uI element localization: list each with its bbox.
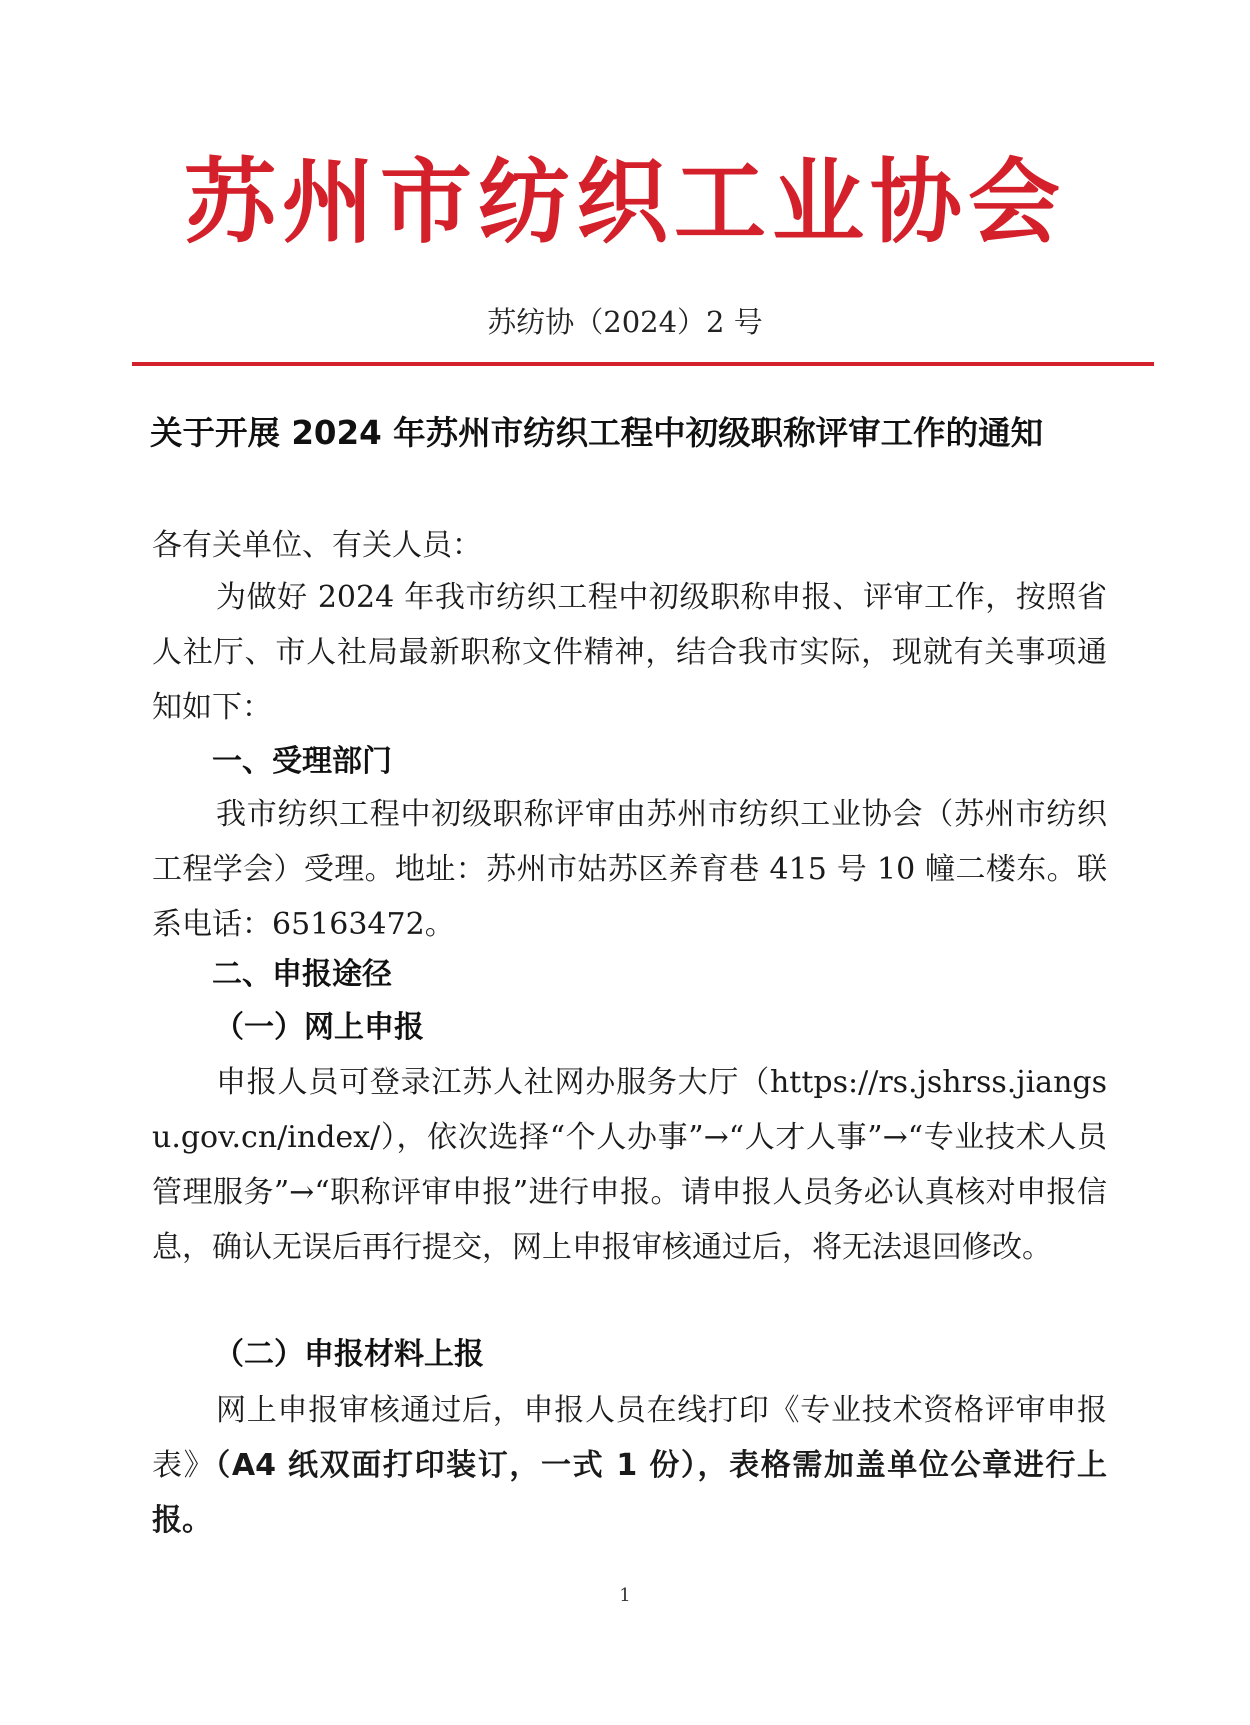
subsection-heading-online: （一）网上申报 xyxy=(214,1010,424,1045)
section1-paragraph: 我市纺织工程中初级职称评审由苏州市纺织工业协会（苏州市纺织工程学会）受理。地址：苏州市姑苏区养育巷 415 号 10 幢二楼东。联系电话：65163472。 xyxy=(152,797,1107,942)
page-number: 1 xyxy=(619,1585,631,1606)
subsection-heading-materials: （二）申报材料上报 xyxy=(214,1337,484,1372)
materials-text: 网上申报审核通过后，申报人员在线打印《专业技术资格评审申报表》 xyxy=(152,1393,1107,1483)
intro-paragraph: 为做好 2024 年我市纺织工程中初级职称申报、评审工作，按照省人社厅、市人社局最新职称文件精神，结合我市实际，现就有关事项通知如下： xyxy=(152,580,1107,725)
section-heading-1: 一、受理部门 xyxy=(212,744,392,779)
materials-paragraph xyxy=(152,1383,1107,1548)
salutation: 各有关单位、有关人员： xyxy=(152,528,482,563)
materials-text-bold: （A4 纸双面打印装订，一式 1 份），表格需加盖单位公章进行上报。 xyxy=(152,1448,1107,1538)
red-divider-line xyxy=(132,362,1154,366)
masthead-title: 苏州市纺织工业协会 xyxy=(183,149,1066,256)
online-application-paragraph: 申报人员可登录江苏人社网办服务大厅（https://rs.jshrss.jiangsu.gov.cn/index/），依次选择“个人办事”→“人才人事”→“专业技术人员管理服务”→“职称评审申报”进行申报。请申报人员务必认真核对申报信息，确认无误后再行提交，网上申报审核通过后，将无法退回修改。 xyxy=(152,1065,1107,1265)
section-heading-2: 二、申报途径 xyxy=(212,957,392,992)
notice-title: 关于开展 2024 年苏州市纺织工程中初级职称评审工作的通知 xyxy=(150,414,1044,452)
document-number: 苏纺协（2024）2 号 xyxy=(487,305,763,339)
